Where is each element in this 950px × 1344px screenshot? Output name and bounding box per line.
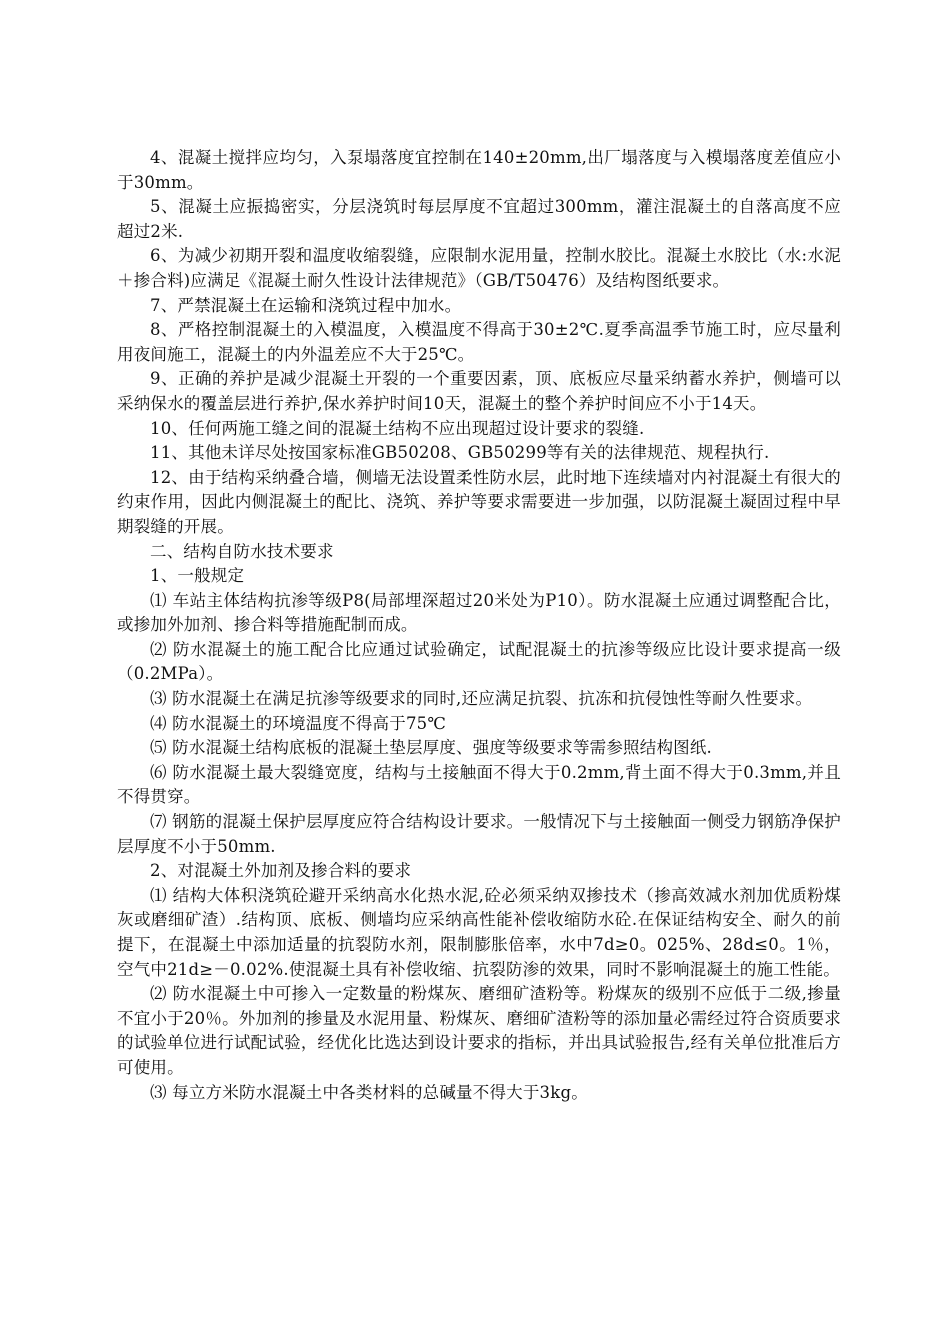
paragraph-item-7: 7、严禁混凝土在运输和浇筑过程中加水。 — [150, 295, 462, 315]
paragraph-item-12: 12、由于结构采纳叠合墙，侧墙无法设置柔性防水层，此时地下连续墙对内衬混凝土有很大的约束作用，因此内侧混凝土的配比、浇筑、养护等要求需要进一步加强，以防混凝土凝固过程中早期裂缝的开展。 — [117, 467, 841, 536]
admixture-rule-1: ⑴ 结构大体积浇筑砼避开采纳高水化热水泥,砼必须采纳双掺技术（掺高效减水剂加优质粉煤灰或磨细矿渣）.结构顶、底板、侧墙均应采纳高性能补偿收缩防水砼.在保证结构安全、耐久的前提下，在混凝土中添加适量的抗裂防水剂，限制膨胀倍率，水中7d≥0。025%、28d≤0。1％，空气中21d≥－0.02%.使混凝土具有补偿收缩、抗裂防渗的效果，同时不影响混凝土的施工性能。 — [117, 885, 841, 979]
general-rule-1: ⑴ 车站主体结构抗渗等级P8(局部埋深超过20米处为P10）。防水混凝土应通过调整配合比，或掺加外加剂、掺合料等措施配制而成。 — [117, 590, 841, 635]
paragraph-item-6: 6、为减少初期开裂和温度收缩裂缝，应限制水泥用量，控制水胶比。混凝土水胶比（水:水泥＋掺合料)应满足《混凝土耐久性设计法律规范》（GB/T50476）及结构图纸要求。 — [117, 246, 841, 290]
general-rule-3: ⑶ 防水混凝土在满足抗渗等级要求的同时,还应满足抗裂、抗冻和抗侵蚀性等耐久性要求。 — [150, 689, 813, 709]
admixture-rule-3: ⑶ 每立方米防水混凝土中各类材料的总碱量不得大于3kg。 — [150, 1082, 588, 1102]
paragraph-item-4: 4、混凝土搅拌应均匀，入泵塌落度宜控制在140±20mm,出厂塌落度与入模塌落度差值应小于30mm。 — [117, 148, 841, 192]
general-rule-7: ⑺ 钢筋的混凝土保护层厚度应符合结构设计要求。一般情况下与土接触面一侧受力钢筋净保护层厚度不小于50mm. — [117, 812, 841, 856]
paragraph-item-9: 9、正确的养护是减少混凝土开裂的一个重要因素，顶、底板应尽量采纳蓄水养护，侧墙可以采纳保水的覆盖层进行养护,保水养护时间10天，混凝土的整个养护时间应不小于14天。 — [117, 369, 841, 413]
admixture-rule-2: ⑵ 防水混凝土中可掺入一定数量的粉煤灰、磨细矿渣粉等。粉煤灰的级别不应低于二级,掺量不宜小于20％。外加剂的掺量及水泥用量、粉煤灰、磨细矿渣粉等的添加量必需经过符合资质要求的试验单位进行试配试验，经优化比选达到设计要求的指标，并出具试验报告,经有关单位批准后方可使用。 — [117, 984, 841, 1077]
paragraph-item-8: 8、严格控制混凝土的入模温度，入模温度不得高于30±2℃.夏季高温季节施工时，应尽量利用夜间施工，混凝土的内外温差应不大于25℃。 — [117, 320, 841, 364]
section-heading-2: 二、结构自防水技术要求 — [150, 541, 334, 561]
general-rule-6: ⑹ 防水混凝土最大裂缝宽度，结构与土接触面不得大于0.2mm,背土面不得大于0.3mm,并且不得贯穿。 — [117, 762, 841, 807]
document-body — [117, 146, 841, 1105]
general-rule-4: ⑷ 防水混凝土的环境温度不得高于75℃ — [150, 713, 446, 733]
subsection-heading-admixture: 2、对混凝土外加剂及掺合料的要求 — [150, 861, 412, 881]
subsection-heading-general: 1、一般规定 — [150, 566, 245, 586]
paragraph-item-10: 10、任何两施工缝之间的混凝土结构不应出现超过设计要求的裂缝. — [150, 418, 645, 438]
paragraph-item-5: 5、混凝土应振捣密实，分层浇筑时每层厚度不宜超过300mm，灌注混凝土的自落高度不应超过2米. — [117, 197, 841, 241]
general-rule-2: ⑵ 防水混凝土的施工配合比应通过试验确定，试配混凝土的抗渗等级应比设计要求提高一级（0.2MPa）。 — [117, 639, 841, 684]
general-rule-5: ⑸ 防水混凝土结构底板的混凝土垫层厚度、强度等级要求等需参照结构图纸. — [150, 738, 712, 758]
paragraph-item-11: 11、其他未详尽处按国家标准GB50208、GB50299等有关的法律规范、规程执行. — [150, 443, 770, 463]
